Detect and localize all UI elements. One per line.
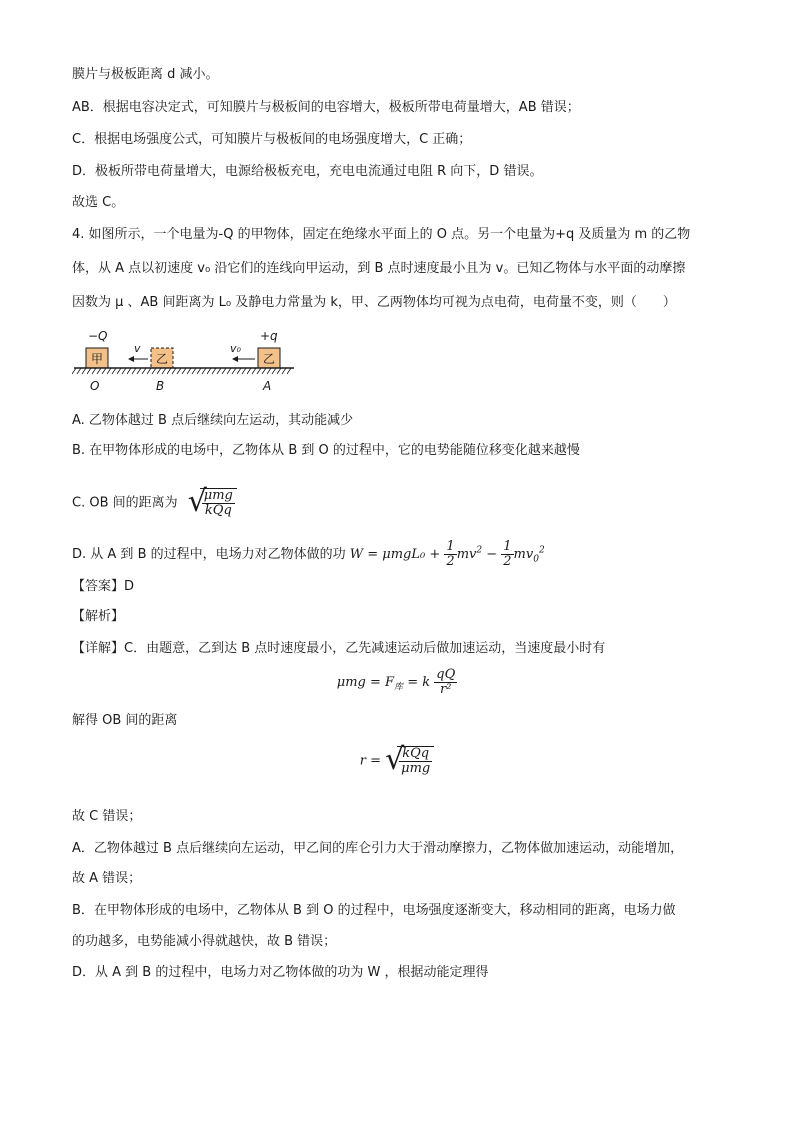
box-jia-label: 甲 [91, 352, 104, 366]
option-b: B. 在甲物体形成的电场中，乙物体从 B 到 O 的过程中，它的电势能随位移变化越来越慢 [72, 443, 580, 458]
detail-line: 【详解】C．由题意，乙到达 B 点时速度最小，乙先减速运动后做加速运动，当速度最小时有 [72, 641, 606, 656]
hatch-mark [222, 368, 226, 374]
hatch-mark [122, 368, 126, 374]
equation-1 [0, 668, 794, 697]
eq1-numerator: qQ [436, 667, 456, 682]
option-c [72, 484, 237, 519]
physics-diagram [72, 326, 302, 398]
option-d-formula: W = μmgL₀ + [349, 547, 441, 562]
point-O-label: O [90, 379, 100, 393]
hatch-mark [137, 368, 141, 374]
text-line: D．从 A 到 B 的过程中，电场力对乙物体做的功为 W ，根据动能定理得 [72, 965, 489, 980]
text-line: A．乙物体越过 B 点后继续向左运动，甲乙间的库仑引力大于滑动摩擦力，乙物体做加速运动，动能增加， [72, 841, 684, 856]
hatch-mark [197, 368, 201, 374]
eq1-k: = k [407, 675, 431, 690]
hatch-mark [217, 368, 221, 374]
hatch-mark [142, 368, 146, 374]
text-line: 故选 C。 [72, 195, 125, 210]
hatch-mark [132, 368, 136, 374]
hatch-mark [112, 368, 116, 374]
hatch-mark [252, 368, 256, 374]
hatch-mark [92, 368, 96, 374]
option-d: D. 从 A 到 B 的过程中，电场力对乙物体做的功 W = μmgL₀ + $\frac{1}{2}$ $mv^2$ − $\frac{1}{2}$ $mv_0^2$ [72, 539, 545, 569]
question-text: 因数为 μ 、AB 间距离为 L₀ 及静电力常量为 k，甲、乙两物体均可视为点电荷，电荷量不变，则（ ） [72, 295, 676, 310]
hatch-mark [277, 368, 281, 374]
velocity-v0-label: v₀ [230, 342, 241, 355]
hatch-mark [157, 368, 161, 374]
ground-hatching [72, 368, 291, 374]
eq1-left: μmg = F [336, 675, 395, 690]
hatch-mark [182, 368, 186, 374]
hatch-mark [247, 368, 251, 374]
hatch-mark [272, 368, 276, 374]
hatch-mark [282, 368, 286, 374]
analysis-line: 【解析】 [72, 609, 125, 624]
hatch-mark [227, 368, 231, 374]
answer-line: 【答案】D [72, 579, 135, 594]
text-line: D．极板所带电荷量增大，电源给极板充电，充电电流通过电阻 R 向下，D 错误。 [72, 164, 543, 179]
solve-line: 解得 OB 间的距离 [72, 713, 178, 728]
hatch-mark [87, 368, 91, 374]
hatch-mark [167, 368, 171, 374]
eq2-numerator: kQq [399, 747, 432, 762]
hatch-mark [72, 368, 76, 374]
velocity-v-label: v [134, 342, 141, 355]
hatch-mark [102, 368, 106, 374]
hatch-mark [237, 368, 241, 374]
charge-right-label: +q [260, 329, 278, 343]
hatch-mark [172, 368, 176, 374]
option-c-prefix: C. OB 间的距离为 [72, 495, 178, 511]
option-a: A. 乙物体越过 B 点后继续向左运动，其动能减少 [72, 413, 354, 428]
eq2-left: r = [359, 753, 381, 769]
text-line: B．在甲物体形成的电场中，乙物体从 B 到 O 的过程中，电场强度逐渐变大，移动相同的距离，电场力做 [72, 903, 676, 918]
equation-2: r = √ $\frac{\text{kQq}}{\text{μmg}}$ [0, 746, 794, 776]
hatch-mark [147, 368, 151, 374]
hatch-mark [212, 368, 216, 374]
hatch-mark [207, 368, 211, 374]
hatch-mark [257, 368, 261, 374]
hatch-mark [287, 368, 291, 374]
hatch-mark [202, 368, 206, 374]
text-line: 故 A 错误； [72, 871, 142, 886]
question-text: 4. 如图所示，一个电量为-Q 的甲物体，固定在绝缘水平面上的 O 点。另一个电量为+q 及质量为 m 的乙物 [72, 227, 691, 242]
text-line: 的功越多，电势能减小得就越快，故 B 错误； [72, 934, 337, 949]
charge-left-label: −Q [88, 329, 108, 343]
text-line: 膜片与极板距离 d 减小。 [72, 67, 219, 82]
hatch-mark [232, 368, 236, 374]
hatch-mark [152, 368, 156, 374]
box-yi-dashed-label: 乙 [156, 352, 169, 366]
option-d-prefix: D. 从 A 到 B 的过程中，电场力对乙物体做的功 [72, 547, 346, 562]
hatch-mark [177, 368, 181, 374]
hatch-mark [107, 368, 111, 374]
hatch-mark [242, 368, 246, 374]
box-yi-label: 乙 [263, 352, 276, 366]
text-line: 故 C 错误； [72, 809, 142, 824]
hatch-mark [267, 368, 271, 374]
sqrt-expression: √ $\frac{\text{μmg}}{\text{kQq}}$ [188, 488, 237, 518]
text-line: AB．根据电容决定式，可知膜片与极板间的电容增大，极板所带电荷量增大，AB 错误； [72, 100, 580, 115]
eq1-sub: 库 [394, 682, 404, 693]
hatch-mark [162, 368, 166, 374]
hatch-mark [97, 368, 101, 374]
point-B-label: B [156, 379, 165, 393]
hatch-mark [82, 368, 86, 374]
hatch-mark [77, 368, 81, 374]
question-text: 体，从 A 点以初速度 v₀ 沿它们的连线向甲运动，到 B 点时速度最小且为 v。已知乙物体与水平面的动摩擦 [72, 261, 686, 276]
text-line: C．根据电场强度公式，可知膜片与极板间的电场强度增大，C 正确； [72, 132, 472, 147]
eq1-denominator: r² [440, 682, 452, 697]
hatch-mark [262, 368, 266, 374]
eq2-denominator: μmg [401, 761, 431, 776]
hatch-mark [117, 368, 121, 374]
point-A-label: A [263, 379, 272, 393]
fraction-denominator: kQq [204, 503, 232, 518]
fraction-numerator: μmg [203, 488, 233, 503]
hatch-mark [127, 368, 131, 374]
hatch-mark [192, 368, 196, 374]
hatch-mark [187, 368, 191, 374]
